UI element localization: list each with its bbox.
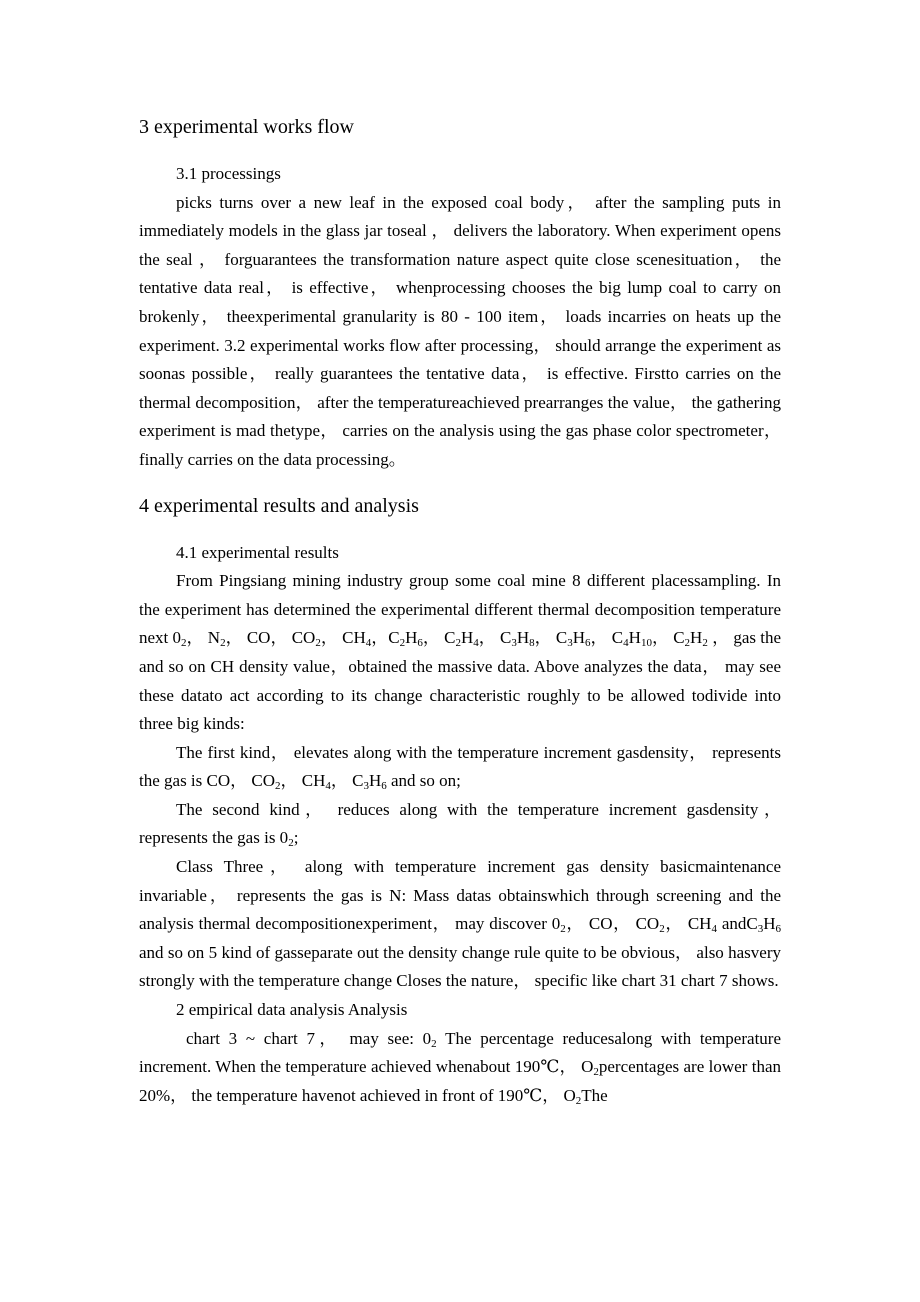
results-paragraph: From Pingsiang mining industry group some coal mine 8 different placessampling. In the experiment has determined the experimental different thermal decomposition temperature next $0_2$， $N_2$， CO， $CO_2$， $CH_4$，$C_2H_6$， $C_2H_4$， $C_3H_8$， $C_3H_6$， $C_4H_{10}$， $C_2H_2$ ， gas the and so on CH density value，obtained the massive data. Above analyzes the data， may see these datato act according to its change characteristic roughly to be allowed todivide into three big kinds: <box>139 571 782 734</box>
section-3-paragraph: picks turns over a new leaf in the exposed coal body， after the sampling puts in immediately models in the glass jar toseal ， delivers the laboratory. When experiment opens the seal ， forguarantees the transformation nature aspect quite close scenesituation， the tentative data real， is effective， whenprocessing chooses the big lump coal to carry on brokenly， theexperimental granularity is 80 - 100 item， loads incarries on heats up the experiment. 3.2 experimental works flow after processing， should arrange the experiment as soonas possible， really guarantees the tentative data， is effective. Firstto carries on the thermal decomposition， after the temperatureachieved prearranges the value， the gathering experiment is mad thetype， carries on the analysis using the gas phase color spectrometer， finally carries on the data processing。 <box>139 192 781 469</box>
subsection-3-1-title: 3.1 processings <box>176 164 281 183</box>
first-kind-paragraph: The first kind， elevates along with the temperature increment gasdensity， represents the gas is CO， $CO_2$， $CH_4$， $C_3H_6$ and so on; <box>139 742 781 793</box>
class-three-paragraph: Class Three， along with temperature increment gas density basicmaintenance invariable， represents the gas is N: Mass datas obtainswhich through screening and the analysis thermal decompositionexperiment， may discover $0_2$， CO， $CO_2$， $CH_4$ $andC_3H_6$ and so on 5 kind of gasseparate out the density change rule quite to be obvious， also hasvery strongly with the temperature change Closes the nature， specific like chart 31 chart 7 shows. <box>139 857 782 991</box>
section-3-heading: 3 experimental works flow <box>139 116 354 138</box>
document-page <box>139 112 781 1110</box>
analysis-paragraph: chart 3 ~ chart 7， may see: $0_2$ The percentage reducesalong with temperature increment. When the temperature achieved whenabout 190℃， $O_2percentages$ are lower than 20%， the temperature havenot achieved in front of 190℃， $O_2The$ <box>139 1028 781 1107</box>
section-4-heading: 4 experimental results and analysis <box>139 494 419 517</box>
subsection-4-1-title: 4.1 experimental results <box>176 542 339 562</box>
second-kind-paragraph: The second kind， reduces along with the temperature increment gasdensity， represents the gas is $0_2$; <box>139 799 781 850</box>
subsection-analysis-title: 2 empirical data analysis Analysis <box>176 1000 408 1020</box>
